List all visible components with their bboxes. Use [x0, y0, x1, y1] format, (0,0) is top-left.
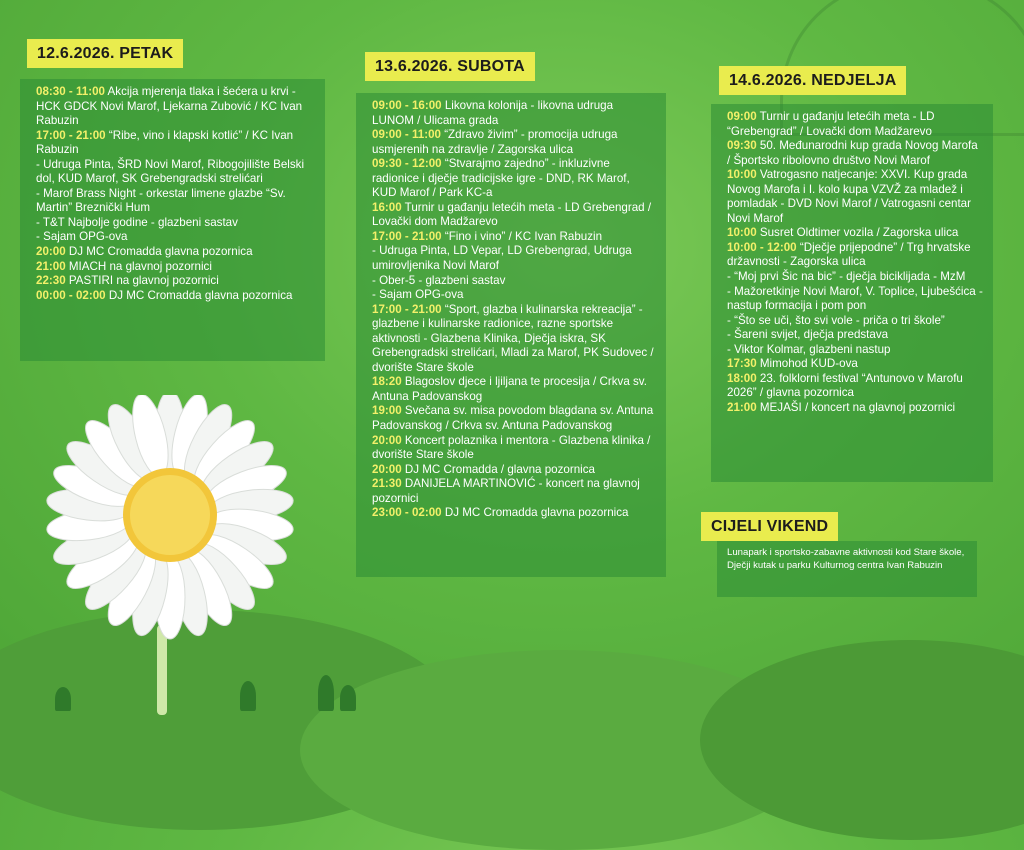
entry-time: 10:00: [727, 168, 757, 182]
entry-description: - “Što se uči, što svi vole - priča o tri škole”: [727, 313, 945, 327]
entry-description: - Marof Brass Night - orkestar limene glazbe “Sv. Martin” Breznički Hum: [36, 186, 286, 215]
entry-time: 09:00 - 11:00: [372, 128, 441, 142]
entry-time: 20:00: [372, 433, 402, 447]
schedule-entry: [372, 288, 656, 303]
entry-time: 20:00: [372, 462, 402, 476]
schedule-entry: [372, 303, 656, 376]
entry-time: 17:00 - 21:00: [372, 229, 442, 243]
entry-description: - Sajam OPG-ova: [372, 288, 464, 302]
entry-time: 10:00: [727, 226, 757, 240]
entry-time: 18:00: [727, 371, 757, 385]
tree-icon: [318, 675, 334, 711]
entry-description: “Sport, glazba i kulinarska rekreacija” - glazbene i kulinarske radionice, razne sportske aktivnosti - Glazbena Klinika, Dječja iskra, SK Grebengradski strelićari, Mladi za Marof, PK Sudovec / dvorište Stare škole: [372, 302, 654, 374]
schedule-entry: [36, 158, 315, 187]
schedule-entry: [36, 230, 315, 245]
schedule-entry: [372, 274, 656, 289]
entry-description: PASTIRI na glavnoj pozornici: [65, 274, 219, 288]
friday-schedule: [20, 79, 325, 361]
schedule-entry: [727, 401, 983, 416]
entry-description: “Ribe, vino i klapski kotlić” / KC Ivan Rabuzin: [36, 128, 294, 157]
entry-time: 00:00 - 02:00: [36, 288, 106, 302]
weekend-text: Lunapark i sportsko-zabavne aktivnosti kod Stare škole, Dječji kutak u parku Kulturnog centra Ivan Rabuzin: [717, 541, 977, 597]
schedule-entry: [372, 99, 656, 128]
entry-description: Vatrogasno natjecanje: XXVI. Kup grada Novog Marofa i I. kolo kupa VZVŽ za mladež i pomladak - DVD Novi Marof / Vatrogasni centar Novi Marof: [727, 168, 971, 225]
entry-description: Turnir u gađanju letećih meta - LD Grebengrad / Lovački dom Madžarevo: [372, 200, 652, 229]
entry-description: - Udruga Pinta, ŠRD Novi Marof, Ribogojilište Belski dol, KUD Marof, SK Grebengradski strelićari: [36, 157, 305, 186]
entry-time: 21:30: [372, 477, 402, 491]
entry-time: 18:20: [372, 375, 402, 389]
tree-icon: [340, 685, 356, 711]
schedule-entry: [727, 110, 983, 139]
entry-description: “Zdravo živim” - promocija udruga usmjerenih na zdravlje / Zagorska ulica: [372, 128, 618, 156]
schedule-entry: [727, 357, 983, 372]
entry-description: Turnir u gađanju letećih meta - LD “Grebengrad” / Lovački dom Madžarevo: [727, 110, 935, 138]
entry-time: 09:00: [727, 110, 757, 123]
schedule-entry: [727, 285, 983, 314]
entry-time: 08:30 - 11:00: [36, 85, 105, 98]
schedule-entry: [372, 230, 656, 245]
schedule-entry: [372, 375, 656, 404]
schedule-entry: [36, 245, 315, 260]
entry-description: DJ MC Cromadda / glavna pozornica: [401, 462, 595, 476]
entry-description: Koncert polaznika i mentora - Glazbena klinika / dvorište Stare škole: [372, 433, 651, 462]
entry-description: MEJAŠI / koncert na glavnoj pozornici: [756, 400, 956, 414]
sunday-header: 14.6.2026. NEDJELJA: [719, 66, 906, 95]
schedule-entry: [727, 343, 983, 358]
entry-description: DJ MC Cromadda glavna pozornica: [441, 506, 629, 520]
schedule-entry: [727, 241, 983, 270]
friday-header: 12.6.2026. PETAK: [27, 39, 183, 68]
entry-description: 23. folklorni festival “Antunovo v Marofu 2026” / glavna pozornica: [727, 371, 963, 400]
schedule-entry: [372, 404, 656, 433]
schedule-entry: [372, 463, 656, 478]
entry-description: 50. Međunarodni kup grada Novog Marofa / Športsko ribolovno društvo Novi Marof: [727, 139, 978, 167]
schedule-entry: [372, 506, 656, 521]
saturday-header: 13.6.2026. SUBOTA: [365, 52, 535, 81]
schedule-entry: [727, 270, 983, 285]
entry-time: 09:30 - 12:00: [372, 157, 442, 171]
weekend-header: CIJELI VIKEND: [701, 512, 838, 541]
entry-time: 10:00 - 12:00: [727, 240, 797, 254]
entry-description: - Sajam OPG-ova: [36, 230, 128, 244]
entry-description: Mimohod KUD-ova: [756, 357, 858, 371]
entry-time: 21:00: [36, 259, 66, 273]
sunday-schedule: [711, 104, 993, 482]
schedule-entry: [727, 328, 983, 343]
schedule-entry: [36, 187, 315, 216]
entry-description: Akcija mjerenja tlaka i šećera u krvi - HCK GDCK Novi Marof, Ljekarna Zubović / KC Ivan Rabuzin: [36, 85, 303, 128]
schedule-entry: [727, 314, 983, 329]
schedule-entry: [372, 157, 656, 201]
entry-time: 17:30: [727, 357, 757, 371]
schedule-entry: [36, 289, 315, 304]
entry-description: DANIJELA MARTINOVIĆ - koncert na glavnoj pozornici: [372, 477, 640, 505]
entry-description: “Fino i vino” / KC Ivan Rabuzin: [441, 229, 603, 243]
schedule-entry: [36, 129, 315, 158]
entry-time: 17:00 - 21:00: [372, 302, 442, 316]
entry-description: - Udruga Pinta, LD Vepar, LD Grebengrad, Udruga umirovljenika Novi Marof: [372, 244, 632, 273]
schedule-entry: [372, 128, 656, 157]
entry-time: 23:00 - 02:00: [372, 506, 442, 520]
entry-description: Likovna kolonija - likovna udruga LUNOM / Ulicama grada: [372, 99, 614, 127]
schedule-entry: [727, 168, 983, 226]
entry-description: “Stvarajmo zajedno” - inkluzivne radionice i dječje tradicijske igre - DND, RK Marof, KUD Marof / Park KC-a: [372, 157, 630, 200]
schedule-entry: [727, 139, 983, 168]
schedule-entry: [36, 85, 315, 129]
entry-description: - “Moj prvi Šic na bic” - dječja biciklijada - MzM: [727, 270, 966, 284]
entry-description: - Ober-5 - glazbeni sastav: [372, 273, 506, 287]
schedule-entry: [727, 372, 983, 401]
entry-description: - T&T Najbolje godine - glazbeni sastav: [36, 215, 238, 229]
entry-description: - Viktor Kolmar, glazbeni nastup: [727, 342, 891, 356]
entry-time: 17:00 - 21:00: [36, 128, 106, 142]
entry-description: Svečana sv. misa povodom blagdana sv. Antuna Padovanskog / Crkva sv. Antuna Padovanskog: [372, 404, 654, 433]
entry-description: Susret Oldtimer vozila / Zagorska ulica: [756, 226, 959, 240]
entry-time: 16:00: [372, 200, 402, 214]
schedule-entry: [372, 434, 656, 463]
entry-time: 09:30: [727, 139, 757, 153]
entry-description: MIACH na glavnoj pozornici: [65, 259, 212, 273]
entry-time: 21:00: [727, 400, 757, 414]
schedule-entry: [36, 216, 315, 231]
schedule-entry: [36, 274, 315, 289]
entry-description: DJ MC Cromadda glavna pozornica: [105, 288, 293, 302]
entry-description: DJ MC Cromadda glavna pozornica: [65, 245, 253, 259]
entry-description: - Šareni svijet, dječja predstava: [727, 328, 889, 342]
saturday-schedule: [356, 93, 666, 577]
schedule-entry: [372, 201, 656, 230]
daisy-icon: [30, 395, 310, 705]
schedule-entry: [727, 226, 983, 241]
schedule-entry: [372, 244, 656, 273]
entry-description: Blagoslov djece i ljiljana te procesija / Crkva sv. Antuna Padovanskog: [372, 375, 647, 403]
entry-time: 09:00 - 16:00: [372, 99, 442, 112]
entry-time: 22:30: [36, 274, 66, 288]
entry-time: 20:00: [36, 245, 66, 259]
entry-description: “Dječje prijepodne” / Trg hrvatske državnosti - Zagorska ulica: [727, 240, 971, 269]
schedule-entry: [36, 260, 315, 275]
entry-time: 19:00: [372, 404, 402, 418]
entry-description: - Mažoretkinje Novi Marof, V. Toplice, Ljubešćica - nastup formacija i pom pon: [727, 284, 983, 313]
schedule-entry: [372, 477, 656, 506]
